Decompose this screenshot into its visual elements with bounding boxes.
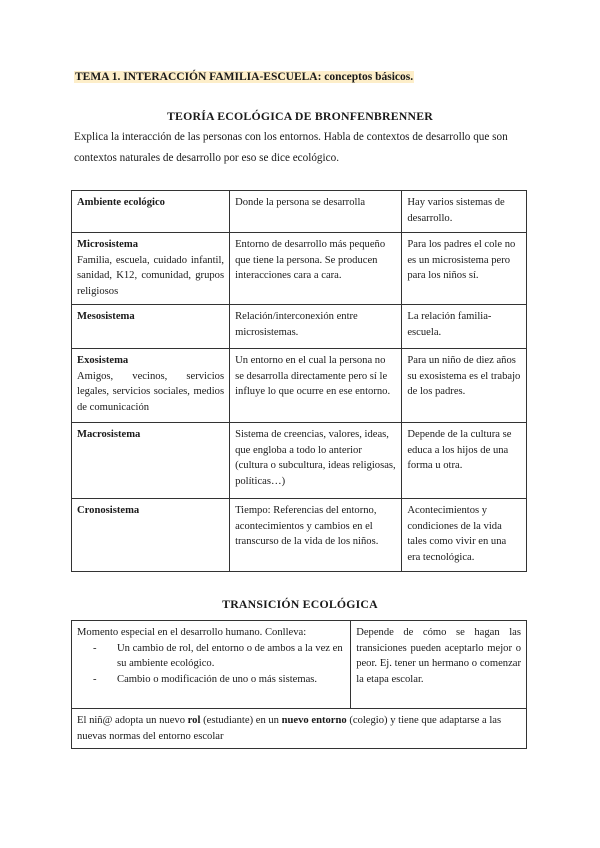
system-cell <box>72 305 230 349</box>
system-name: Mesosistema <box>77 311 135 322</box>
header-cell-systems: Hay varios sistemas de desarrollo. <box>402 191 527 233</box>
table-row <box>72 233 527 305</box>
system-definition: Entorno de desarrollo más pequeño que tiene la persona. Se producen interacciones cara a cara. <box>230 233 402 305</box>
system-examples: Amigos, vecinos, servicios legales, servicios sociales, medios de comunicación <box>77 370 225 413</box>
summary-bold-role: rol <box>187 715 201 726</box>
table-row <box>72 499 527 572</box>
transition-note: Depende de cómo se hagan las transiciones pueden aceptarlo mejor o peor. Ej. tener un hermano o comenzar la etapa escolar. <box>351 621 527 709</box>
transition-description <box>72 621 351 709</box>
system-cell <box>72 423 230 499</box>
table-row <box>72 305 527 349</box>
header-cell-environment: Ambiente ecológico <box>72 191 230 233</box>
system-definition: Relación/interconexión entre microsistemas. <box>230 305 402 349</box>
table-row <box>72 349 527 423</box>
system-name: Cronosistema <box>77 505 140 516</box>
system-examples: Familia, escuela, cuidado infantil, sanidad, K12, comunidad, grupos religiosos <box>77 254 225 297</box>
summary-text: El niñ@ adopta un nuevo <box>77 715 188 726</box>
header-cell-where: Donde la persona se desarrolla <box>230 191 402 233</box>
transition-list <box>77 641 345 688</box>
table-header-row <box>72 191 527 233</box>
transition-summary <box>72 709 527 749</box>
system-name: Macrosistema <box>77 429 141 440</box>
system-definition: Tiempo: Referencias del entorno, acontecimientos y cambios en el transcurso de la vida de los niños. <box>230 499 402 572</box>
system-cell <box>72 499 230 572</box>
list-item: - Cambio o modificación de uno o más sistemas. <box>77 672 345 688</box>
document-title: TEMA 1. INTERACCIÓN FAMILIA-ESCUELA: conceptos básicos. <box>75 71 414 83</box>
ecological-systems-table <box>71 190 527 572</box>
table-row <box>72 423 527 499</box>
intro-paragraph: Explica la interacción de las personas con los entornos. Habla de contextos de desarrollo que son contextos naturales de desarrollo por eso se dice ecológico. <box>74 131 508 164</box>
table-row <box>72 621 527 709</box>
section-heading-ecological-theory: TEORÍA ECOLÓGICA DE BRONFENBRENNER <box>166 109 434 123</box>
system-cell <box>72 349 230 423</box>
system-name: Exosistema <box>77 355 129 366</box>
ecological-transition-table <box>71 620 527 749</box>
system-definition: Sistema de creencias, valores, ideas, que engloba a todo lo anterior (cultura o subcultura, ideas religiosas, políticas…) <box>230 423 402 499</box>
transition-intro: Momento especial en el desarrollo humano. Conlleva: <box>77 627 307 638</box>
section-heading-ecological-transition: TRANSICIÓN ECOLÓGICA <box>222 597 378 611</box>
system-example: Para los padres el cole no es un microsistema pero para los niños sí. <box>402 233 527 305</box>
summary-bold-environment: nuevo entorno <box>281 715 347 726</box>
summary-text: (estudiante) en un <box>200 715 282 726</box>
system-example: Acontecimientos y condiciones de la vida tales como vivir en una era tecnológica. <box>402 499 527 572</box>
summary-text: (colegio) y tiene que adaptarse a las nuevas normas del entorno escolar <box>77 715 502 742</box>
system-definition: Un entorno en el cual la persona no se desarrolla directamente pero sí le influye lo que ocurre en ese entorno. <box>230 349 402 423</box>
table-row <box>72 709 527 749</box>
system-example: Depende de la cultura se educa a los hijos de una forma u otra. <box>402 423 527 499</box>
system-example: La relación familia-escuela. <box>402 305 527 349</box>
system-name: Microsistema <box>77 239 138 250</box>
list-item: - Un cambio de rol, del entorno o de ambos a la vez en su ambiente ecológico. <box>77 641 345 672</box>
system-example: Para un niño de diez años su exosistema es el trabajo de los padres. <box>402 349 527 423</box>
system-cell <box>72 233 230 305</box>
